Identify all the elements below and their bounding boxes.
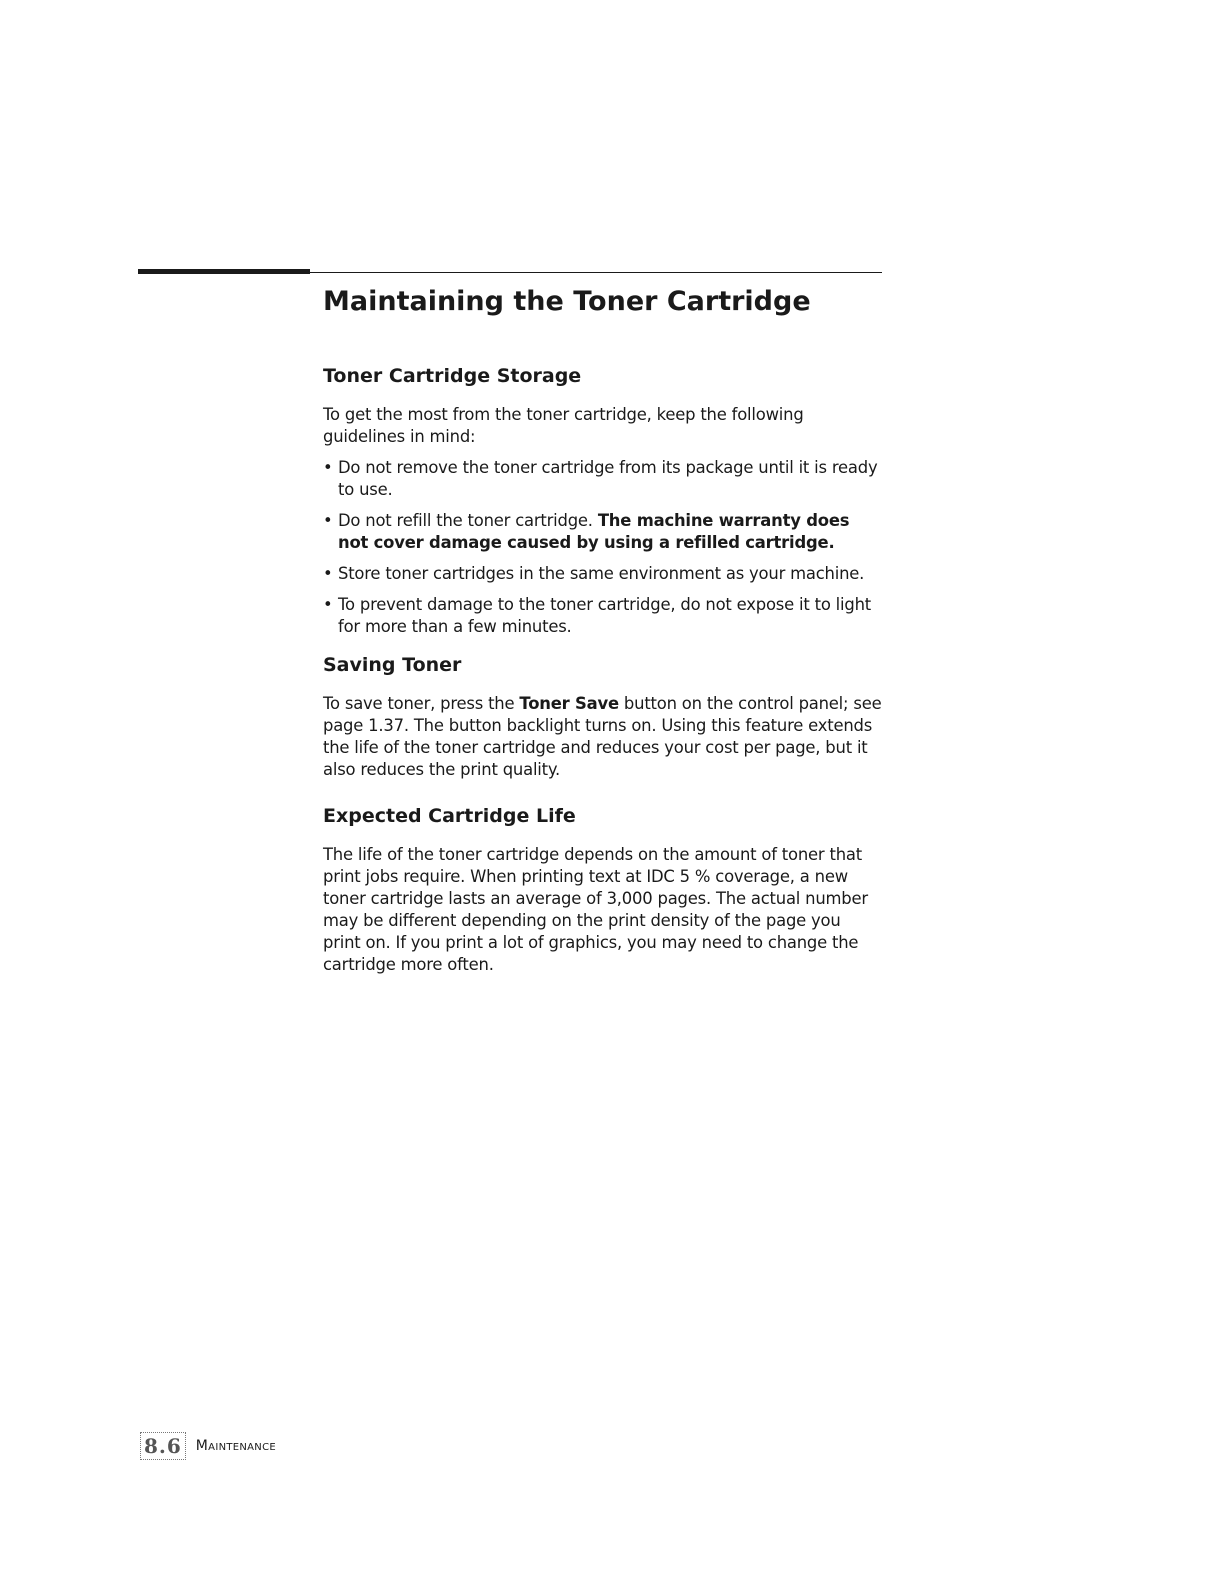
list-item — [323, 510, 883, 554]
life-text: The life of the toner cartridge depends on the amount of toner that print jobs require. When printing text at IDC 5 % coverage, a new toner cartridge lasts an average of 3,000 pages. The actual number may be different depending on the print density of the page you print on. If you print a lot of graphics, you may need to change the cartridge more often. — [323, 845, 868, 974]
list-item-text: Do not remove the toner cartridge from its package until it is ready to use. — [338, 458, 878, 499]
page-number: 8.6 — [140, 1432, 186, 1460]
storage-guidelines-list — [323, 457, 883, 638]
saving-heading: Saving Toner — [323, 654, 462, 676]
page-content — [323, 282, 883, 976]
warranty-warning: The machine warranty does not cover damage caused by using a refilled cartridge. — [338, 511, 850, 552]
life-heading: Expected Cartridge Life — [323, 805, 576, 827]
list-item-text: Do not refill the toner cartridge. — [338, 511, 598, 530]
toner-save-button-name: Toner Save — [519, 694, 619, 713]
page-title: Maintaining the Toner Cartridge — [323, 286, 811, 317]
saving-text-end: button on the control panel; see page 1.37. The button backlight turns on. Using this feature extends the life of the toner cartridge and reduces your cost per page, but it also reduces the print quality. — [323, 694, 882, 779]
storage-intro: To get the most from the toner cartridge, keep the following guidelines in mind: — [323, 405, 804, 446]
list-item — [323, 563, 883, 585]
saving-text — [323, 693, 883, 781]
page-footer — [140, 1432, 276, 1460]
list-item — [323, 594, 883, 638]
list-item-text: To prevent damage to the toner cartridge, do not expose it to light for more than a few minutes. — [338, 595, 872, 636]
footer-section-label: Maintenance — [195, 1438, 276, 1454]
list-item — [323, 457, 883, 501]
header-rule — [138, 272, 882, 273]
list-item-text: Store toner cartridges in the same environment as your machine. — [338, 564, 865, 583]
storage-heading: Toner Cartridge Storage — [323, 365, 582, 387]
saving-text-start: To save toner, press the — [323, 694, 520, 713]
